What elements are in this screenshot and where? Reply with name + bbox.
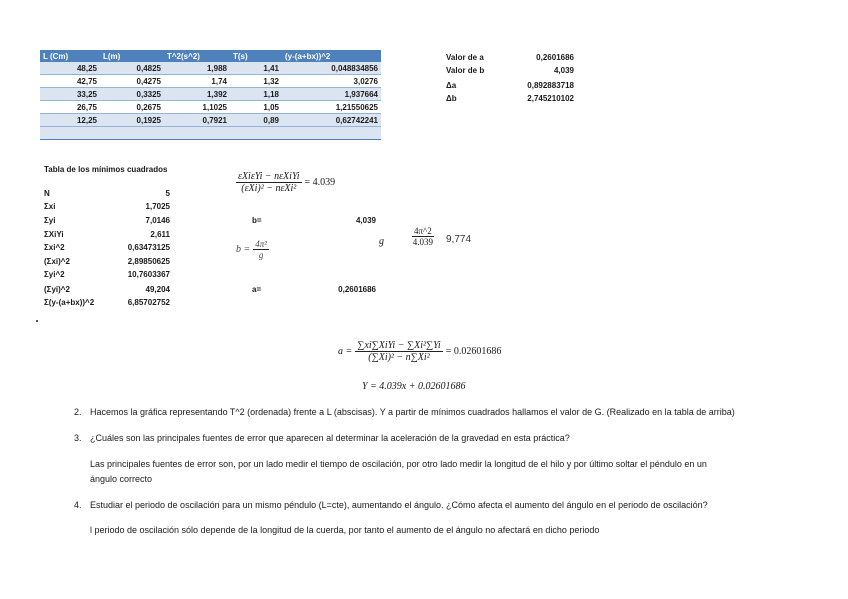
cell: 0,3325: [100, 88, 164, 101]
side-label: Δa: [446, 81, 457, 90]
cell: 0,62742241: [282, 114, 381, 127]
lsq-title: Tabla de los mínimos cuadrados: [44, 165, 168, 174]
cell: 1,21550625: [282, 101, 381, 114]
item-number: 3.: [74, 433, 82, 443]
cell: 0,1925: [100, 114, 164, 127]
lsq-label: Σyi^2: [44, 270, 65, 279]
side-value: 2,745210102: [527, 94, 574, 103]
answer-text: l periodo de oscilación sólo depende de la longitud de la cuerda, por tanto el aumento de el ángulo no afectará en dicho periodo: [90, 525, 600, 535]
cell: 0,4825: [100, 62, 164, 75]
table-header-row: [40, 50, 381, 62]
table-row: [40, 101, 381, 114]
cell: 42,75: [40, 75, 100, 88]
cell: 33,25: [40, 88, 100, 101]
lsq-label: ΣXiYi: [44, 230, 64, 239]
a-label: a=: [252, 285, 262, 294]
g-formula: [412, 226, 434, 247]
lsq-label: Σyi: [44, 216, 56, 225]
cell: 26,75: [40, 101, 100, 114]
lsq-value: 2,89850625: [127, 257, 170, 266]
answer-text: ángulo correcto: [90, 474, 153, 484]
g-value: 9,774: [446, 234, 472, 245]
cell: 1,05: [230, 101, 282, 114]
table-row: [40, 75, 381, 88]
cell: 1,41: [230, 62, 282, 75]
col-header: T(s): [230, 50, 282, 62]
lsq-label: Σxi^2: [44, 243, 65, 252]
lsq-value: 6,85702752: [127, 298, 170, 307]
cell: 1,392: [164, 88, 230, 101]
item-number: 4.: [74, 500, 82, 510]
b-eq-lhs: b =: [236, 244, 251, 255]
a-formula-den: (∑Xi)² − n∑Xi²: [368, 352, 430, 363]
lsq-value: 2,611: [150, 230, 170, 239]
lsq-label: (Σxi)^2: [44, 257, 70, 266]
side-label: Valor de a: [446, 53, 484, 62]
b-formula-den: (εXi)² − nεXi²: [241, 183, 297, 194]
lsq-label: Σ(y-(a+bx))^2: [44, 298, 95, 307]
a-formula-lhs: a =: [338, 346, 353, 357]
cell: 1,988: [164, 62, 230, 75]
lsq-value: 0,63473125: [127, 243, 170, 252]
side-label: Δb: [446, 94, 457, 103]
a-formula: [338, 340, 501, 363]
item-text: Hacemos la gráfica representando T^2 (ordenada) frente a L (abscisas). Y a partir de mínimos cuadrados hallamos el valor de G. (Realizado en la tabla de arriba): [90, 407, 735, 417]
cell: 0,7921: [164, 114, 230, 127]
col-header: L (Cm): [40, 50, 100, 62]
table-row: [40, 114, 381, 127]
cell: 1,937664: [282, 88, 381, 101]
a-formula-num: ∑xi∑XiYi − ∑Xi²∑Yi: [357, 340, 441, 351]
col-header: L(m): [100, 50, 164, 62]
item-text: Estudiar el periodo de oscilación para un mismo péndulo (L=cte), aumentando el ángulo. ¿Cómo afecta el aumento del ángulo en el periodo de oscilación?: [90, 500, 708, 510]
lsq-value: 7,0146: [145, 216, 170, 225]
table-row-empty: [40, 127, 381, 140]
col-header: T^2(s^2): [164, 50, 230, 62]
item-text: ¿Cuáles son las principales fuentes de error que aparecen al determinar la aceleración de la gravedad en esta práctica?: [90, 433, 570, 443]
side-value: 0,892883718: [527, 81, 574, 90]
lsq-value: 10,7603367: [127, 270, 170, 279]
cell: 48,25: [40, 62, 100, 75]
b-eq: [236, 239, 269, 260]
lsq-value: 49,204: [145, 285, 170, 294]
cell: 1,1025: [164, 101, 230, 114]
b-formula-result: = 4.039: [304, 177, 336, 188]
lsq-value: 5: [165, 189, 170, 198]
b-formula: [236, 171, 335, 194]
side-value: 0,2601686: [536, 53, 574, 62]
cell: 0,89: [230, 114, 282, 127]
lsq-label: (Σyi)^2: [44, 285, 70, 294]
cell: 0,2675: [100, 101, 164, 114]
a-value: 0,2601686: [338, 285, 376, 294]
cell: 12,25: [40, 114, 100, 127]
b-eq-num: 4π²: [255, 239, 267, 249]
cell: 3,0276: [282, 75, 381, 88]
g-den: 4.039: [412, 237, 434, 247]
line-equation: Y = 4.039x + 0.02601686: [362, 381, 466, 392]
side-value: 4,039: [553, 66, 574, 75]
table-row: [40, 62, 381, 75]
stray-dot: [36, 320, 38, 322]
lsq-label: Σxi: [44, 202, 56, 211]
b-formula-num: εXiεYi − nεXiYi: [238, 171, 300, 182]
b-label: b=: [252, 216, 262, 225]
lsq-label: N: [44, 189, 50, 198]
side-label: Valor de b: [446, 66, 485, 75]
answer-text: Las principales fuentes de error son, por un lado medir el tiempo de oscilación, por otro lado medir la longitud de el hilo y por último soltar el péndulo en un: [90, 459, 707, 469]
b-value: 4,039: [355, 216, 376, 225]
table-row: [40, 88, 381, 101]
g-num: 4π^2: [414, 226, 432, 236]
b-eq-den: g: [258, 250, 264, 260]
cell: 0,4275: [100, 75, 164, 88]
g-label: g: [379, 236, 384, 247]
a-formula-result: = 0.02601686: [445, 346, 502, 357]
cell: 1,18: [230, 88, 282, 101]
item-number: 2.: [74, 407, 82, 417]
data-table: [40, 50, 381, 140]
col-header: (y-(a+bx))^2: [282, 50, 381, 62]
cell: 1,74: [164, 75, 230, 88]
lsq-value: 1,7025: [145, 202, 170, 211]
cell: 1,32: [230, 75, 282, 88]
cell: 0,048834856: [282, 62, 381, 75]
